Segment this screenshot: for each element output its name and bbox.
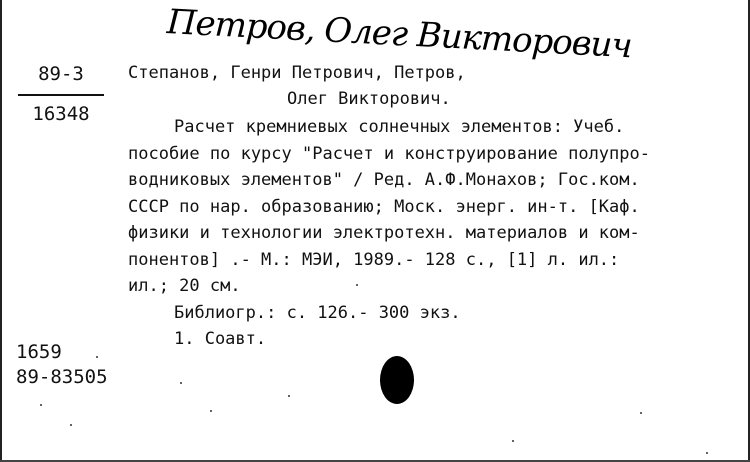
body-line: Расчет кремниевых солнечных элементов: Учеб. [174,117,625,137]
body-line: понентов] .- М.: МЭИ, 1989.- 128 с., [1] л. ил.: [128,249,620,270]
speck [640,412,642,414]
shelfmark-divider [18,94,104,96]
handwritten-heading: Петров, Олег Викторович [165,2,633,67]
body-line: водниковых элементов" / Ред. А.Ф.Монахов; Гос.ком. [128,170,640,190]
speck [512,440,514,442]
shelfmark-bottom: 16348 [32,103,90,125]
speck [180,382,182,384]
bibliography-line: Библиогр.: с. 126.- 300 экз. [174,302,461,323]
author-line-1: Степанов, Генри Петрович, Петров, [128,63,466,83]
author-line-2: Олег Викторович. [287,89,451,109]
speck [96,356,98,358]
speck [40,404,42,406]
shelfmark [14,60,108,128]
card-number-1: 1659 [16,341,62,363]
body-line: пособие по курсу "Расчет и конструирование полупро- [128,143,650,164]
speck [70,424,72,426]
speck [288,395,290,397]
speck [706,452,708,454]
speck [356,284,358,286]
shelfmark-top: 89-3 [38,63,84,85]
card-number-2: 89-83505 [16,366,108,388]
card-numbers [16,340,108,390]
body-line: ил.; 20 см. [128,276,241,296]
body-line: СССР по нар. образованию; Моск. энерг. ин-т. [Каф. [128,196,640,217]
card-edge-left [0,0,2,462]
card-body [128,114,650,353]
punch-hole [380,356,414,404]
body-line: физики и технологии электротехн. материалов и ком- [128,223,640,243]
subject-line: 1. Соавт. [174,329,267,349]
speck [210,410,212,412]
